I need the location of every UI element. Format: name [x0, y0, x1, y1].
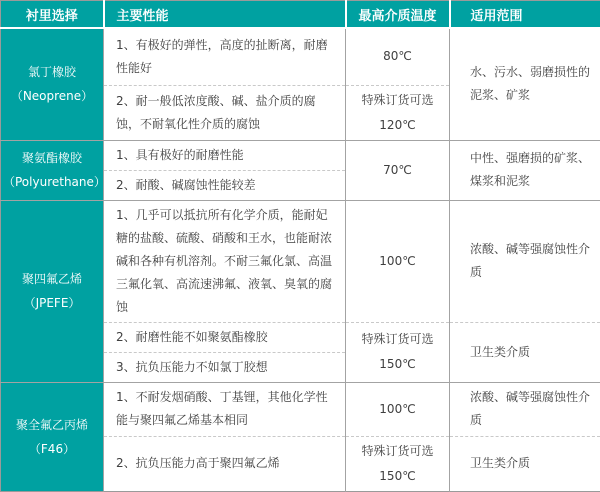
material-name-en: （Neoprene） — [3, 84, 101, 108]
table-row — [1, 28, 600, 85]
scope-cell: 浓酸、碱等强腐蚀性介质 — [450, 382, 600, 436]
material-cell-polyurethane — [1, 140, 104, 200]
max-temp-cell — [346, 200, 450, 322]
material-name-cn: 聚全氟乙丙烯 — [3, 413, 101, 437]
scope-cell: 卫生类介质 — [450, 436, 600, 491]
table-row — [1, 140, 600, 170]
material-cell-f46 — [1, 382, 104, 491]
performance-cell: 2、耐酸、碱腐蚀性能较差 — [104, 170, 346, 200]
table-row — [1, 200, 600, 322]
header-cell-lining: 衬里选择 — [1, 1, 104, 29]
temp-value: 150℃ — [350, 464, 445, 489]
performance-cell: 2、抗负压能力高于聚四氟乙烯 — [104, 436, 346, 491]
header-cell-scope: 适用范围 — [450, 1, 600, 29]
temp-note: 特殊订货可选 — [350, 439, 445, 464]
temp-value: 150℃ — [350, 352, 445, 377]
scope-cell: 浓酸、碱等强腐蚀性介质 — [450, 200, 600, 322]
header-cell-max-temp: 最高介质温度 — [346, 1, 450, 29]
max-temp-cell — [346, 140, 450, 200]
performance-cell: 2、耐一般低浓度酸、碱、盐介质的腐蚀，不耐氧化性介质的腐蚀 — [104, 85, 346, 140]
max-temp-cell — [346, 322, 450, 382]
temp-value: 120℃ — [350, 113, 445, 138]
performance-cell: 3、抗负压能力不如氯丁胶想 — [104, 352, 346, 382]
temp-value: 100℃ — [350, 249, 445, 274]
temp-value: 70℃ — [350, 158, 445, 183]
performance-cell: 1、几乎可以抵抗所有化学介质，能耐妃糖的盐酸、硫酸、硝酸和王水，也能耐浓碱和各种有机溶剂。不耐三氟化氯、高温三氟化氧、高流速沸氟、液氧、臭氧的腐蚀 — [104, 200, 346, 322]
header-cell-performance: 主要性能 — [104, 1, 346, 29]
material-name-en: （JPEFE） — [3, 291, 101, 315]
material-cell-ptfe — [1, 200, 104, 382]
performance-cell: 1、不耐发烟硝酸、丁基锂，其他化学性能与聚四氟乙烯基本相同 — [104, 382, 346, 436]
material-name-cn: 聚四氟乙烯 — [3, 267, 101, 291]
scope-cell: 水、污水、弱磨损性的泥浆、矿浆 — [450, 28, 600, 140]
max-temp-cell — [346, 436, 450, 491]
max-temp-cell — [346, 28, 450, 85]
material-name-en: （Polyurethane） — [3, 170, 101, 194]
temp-value: 80℃ — [350, 44, 445, 69]
max-temp-cell — [346, 85, 450, 140]
temp-value: 100℃ — [350, 397, 445, 422]
temp-note: 特殊订货可选 — [350, 88, 445, 113]
material-name-en: （F46） — [3, 437, 101, 461]
table-row — [1, 382, 600, 436]
material-name-cn: 聚氨酯橡胶 — [3, 146, 101, 170]
performance-cell: 1、有极好的弹性，高度的扯断离，耐磨性能好 — [104, 28, 346, 85]
scope-cell: 卫生类介质 — [450, 322, 600, 382]
performance-cell: 1、具有极好的耐磨性能 — [104, 140, 346, 170]
performance-cell: 2、耐磨性能不如聚氨酯橡胶 — [104, 322, 346, 352]
material-cell-neoprene — [1, 28, 104, 140]
material-name-cn: 氯丁橡胶 — [3, 60, 101, 84]
header-row — [1, 1, 600, 29]
temp-note: 特殊订货可选 — [350, 327, 445, 352]
scope-cell: 中性、强磨损的矿浆、煤浆和泥浆 — [450, 140, 600, 200]
max-temp-cell — [346, 382, 450, 436]
